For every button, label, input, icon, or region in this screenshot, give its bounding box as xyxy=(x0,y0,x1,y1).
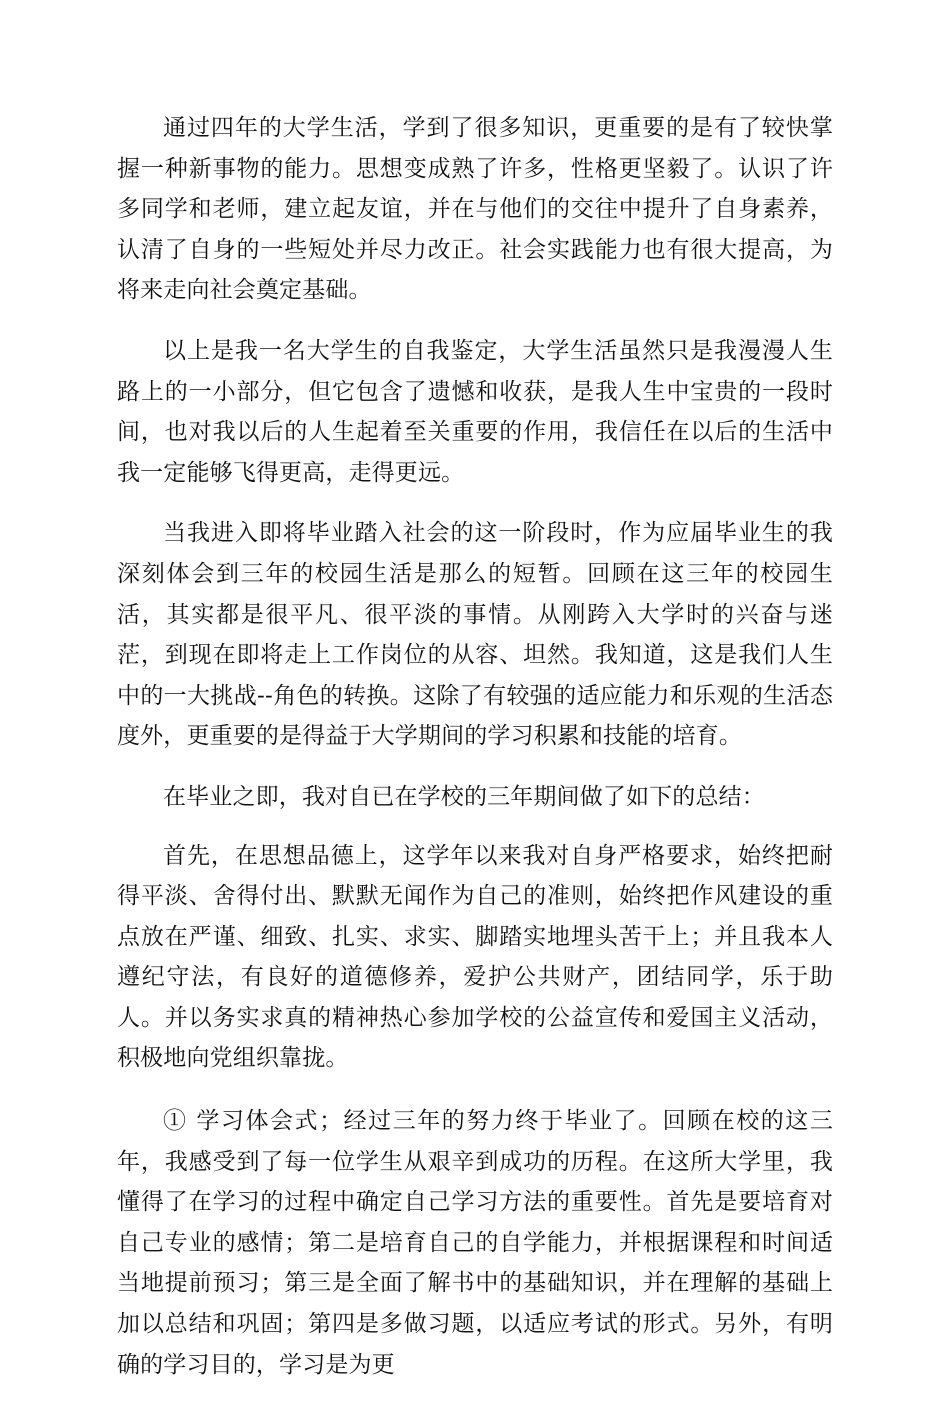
paragraph-1: 通过四年的大学生活，学到了很多知识，更重要的是有了较快掌握一种新事物的能力。思想变成熟了许多，性格更坚毅了。认识了许多同学和老师，建立起友谊，并在与他们的交往中提升了自身素养，认清了自身的一些短处并尽力改正。社会实践能力也有很大提高，为将来走向社会奠定基础。 xyxy=(117,115,833,304)
paragraph-2: 以上是我一名大学生的自我鉴定，大学生活虽然只是我漫漫人生路上的一小部分，但它包含了遗憾和收获，是我人生中宝贵的一段时间，也对我以后的人生起着至关重要的作用，我信任在以后的生活中我一定能够飞得更高，走得更远。 xyxy=(117,337,833,486)
paragraph-4: 在毕业之即，我对自已在学校的三年期间做了如下的总结： xyxy=(163,783,765,810)
paragraph-3: 当我进入即将毕业踏入社会的这一阶段时，作为应届毕业生的我深刻体会到三年的校园生活是那么的短暂。回顾在这三年的校园生活，其实都是很平凡、很平淡的事情。从刚跨入大学时的兴奋与迷茫，到现在即将走上工作岗位的从容、坦然。我知道，这是我们人生中的一大挑战--角色的转换。这除了有较强的适应能力和乐观的生活态度外，更重要的是得益于大学期间的学习积累和技能的培育。 xyxy=(117,520,833,750)
paragraph-5: 首先，在思想品德上，这学年以来我对自身严格要求，始终把耐得平淡、舍得付出、默默无闻作为自己的准则，始终把作风建设的重点放在严谨、细致、扎实、求实、脚踏实地埋头苦干上；并且我本人遵纪守法，有良好的道德修养，爱护公共财产，团结同学，乐于助人。并以务实求真的精神热心参加学校的公益宣传和爱国主义活动，积极地向党组织靠拢。 xyxy=(117,842,833,1072)
document-body xyxy=(117,108,833,1409)
paragraph-6: ① 学习体会式；经过三年的努力终于毕业了。回顾在校的这三年，我感受到了每一位学生从艰辛到成功的历程。在这所大学里，我懂得了在学习的过程中确定自己学习方法的重要性。首先是要培育对自己专业的感情；第二是培育自己的自学能力，并根据课程和时间适当地提前预习；第三是全面了解书中的基础知识，并在理解的基础上加以总结和巩固；第四是多做习题，以适应考试的形式。另外，有明确的学习目的，学习是为更 xyxy=(117,1108,833,1378)
